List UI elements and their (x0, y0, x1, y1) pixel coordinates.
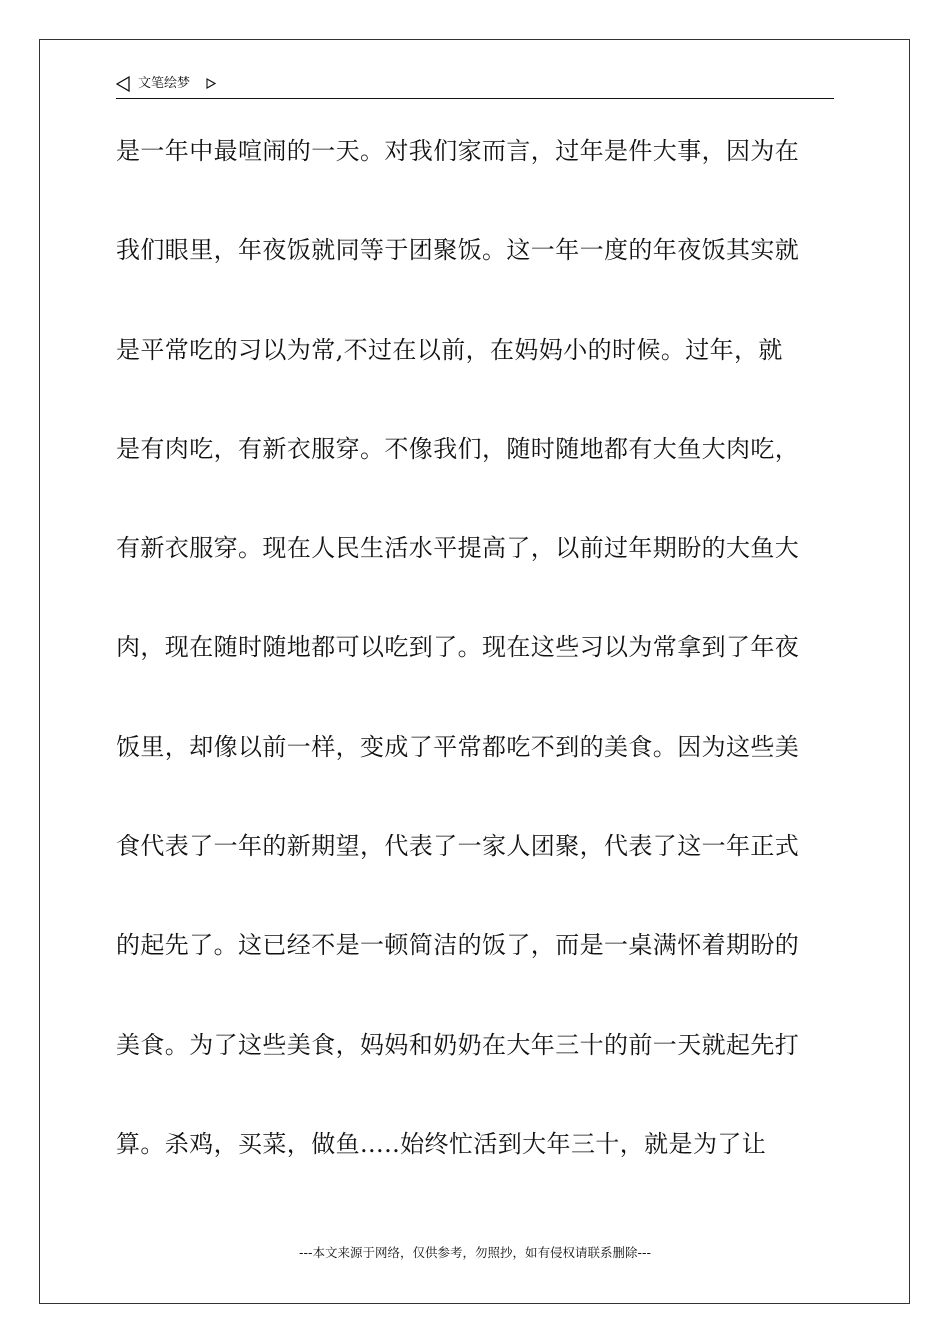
footer-disclaimer: ---本文来源于网络，仅供参考，勿照抄，如有侵权请联系删除--- (298, 1245, 652, 1260)
text-line: 有新衣服穿。现在人民生活水平提高了，以前过年期盼的大鱼大 (116, 534, 800, 563)
page-header (116, 72, 834, 99)
article-body (116, 129, 836, 1221)
text-line: 饭里，却像以前一样，变成了平常都吃不到的美食。因为这些美 (116, 732, 800, 761)
text-line: 是平常吃的习以为常,不过在以前，在妈妈小的时候。过年，就 (116, 335, 783, 364)
header-title: 文笔绘梦 (138, 76, 191, 91)
text-line: 我们眼里，年夜饭就同等于团聚饭。这一年一度的年夜饭其实就 (116, 236, 800, 265)
text-line: 是一年中最喧闹的一天。对我们家而言，过年是件大事，因为在 (116, 137, 800, 165)
right-triangle-outline-icon (206, 78, 216, 89)
text-line: 食代表了一年的新期望，代表了一家人团聚，代表了这一年正式 (116, 832, 800, 861)
text-line: 是有肉吃，有新衣服穿。不像我们，随时随地都有大鱼大肉吃， (116, 434, 800, 463)
text-line: 肉，现在随时随地都可以吃到了。现在这些习以为常拿到了年夜 (116, 633, 800, 662)
text-line: 美食。为了这些美食，妈妈和奶奶在大年三十的前一天就起先打 (116, 1030, 800, 1059)
left-triangle-outline-icon (116, 76, 130, 92)
text-line: 的起先了。这已经不是一顿简洁的饭了，而是一桌满怀着期盼的 (116, 931, 800, 960)
text-line: 算。杀鸡，买菜，做鱼.....始终忙活到大年三十，就是为了让 (116, 1129, 767, 1158)
